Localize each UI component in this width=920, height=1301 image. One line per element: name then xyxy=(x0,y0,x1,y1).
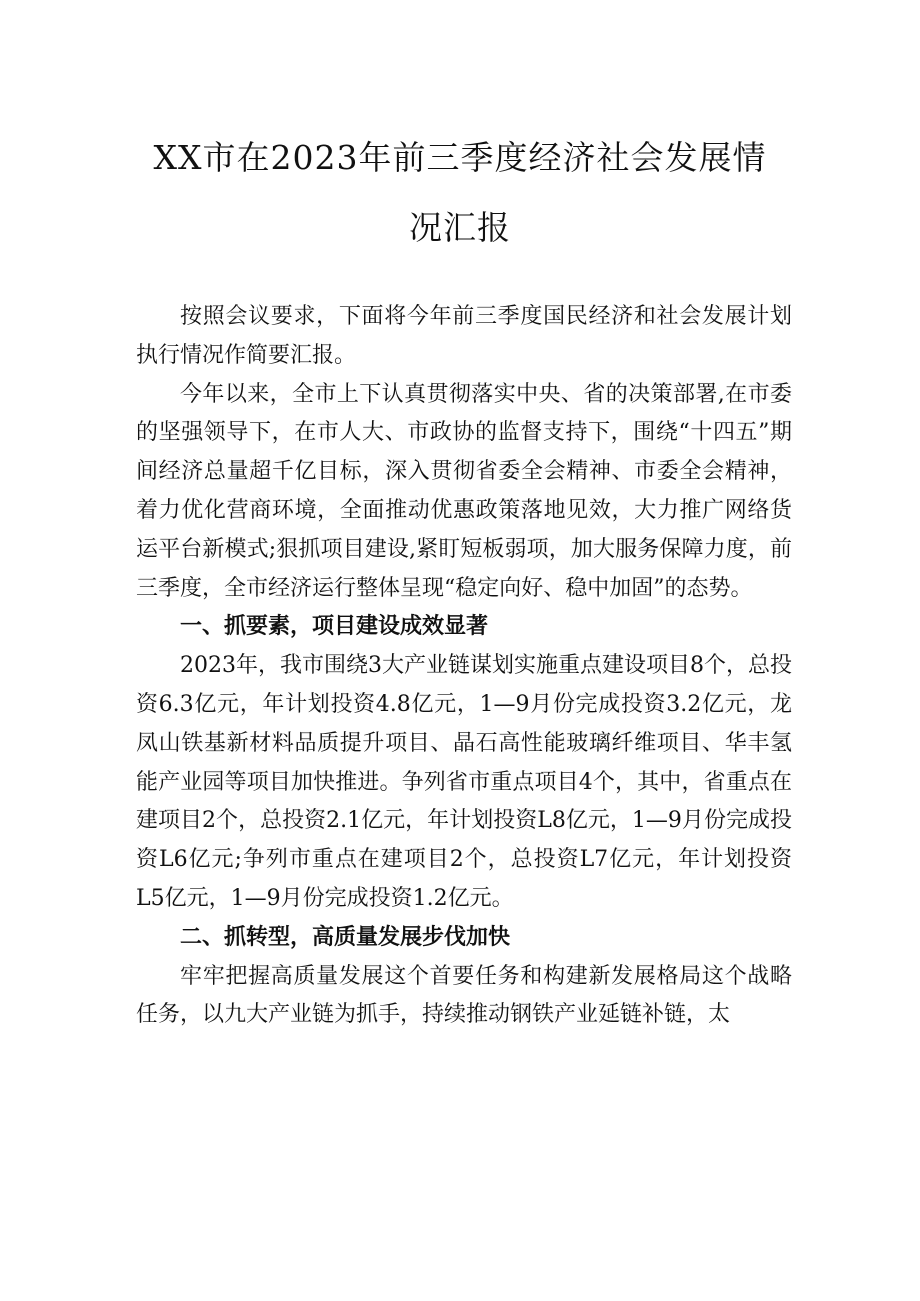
paragraph-projects: 2023年，我市围绕3大产业链谋划实施重点建设项目8个，总投资6.3亿元，年计划投资4.8亿元，1—9月份完成投资3.2亿元，龙凤山铁基新材料品质提升项目、晶石高性能玻璃纤维项目、华丰氢能产业园等项目加快推进。争列省市重点项目4个，其中，省重点在建项目2个，总投资2.1亿元，年计划投资L8亿元，1—9月份完成投资L6亿元;争列市重点在建项目2个，总投资L7亿元，年计划投资L5亿元，1—9月份完成投资1.2亿元。 xyxy=(136,653,792,911)
section-heading-2: 二、抓转型，高质量发展步伐加快 xyxy=(180,924,511,950)
paragraph-overview: 今年以来，全市上下认真贯彻落实中央、省的决策部署,在市委的坚强领导下，在市人大、市政协的监督支持下，围绕“十四五”期间经济总量超千亿目标，深入贯彻省委全会精神、市委全会精神，着力优化营商环境，全面推动优惠政策落地见效，大力推广网络货运平台新模式;狠抓项目建设,紧盯短板弱项，加大服务保障力度，前三季度，全市经济运行整体呈现“稳定向好、稳中加固”的态势。 xyxy=(136,381,792,601)
document-body xyxy=(136,298,792,1035)
section-heading-1: 一、抓要素，项目建设成效显著 xyxy=(180,614,489,640)
paragraph-intro: 按照会议要求，下面将今年前三季度国民经济和社会发展计划执行情况作简要汇报。 xyxy=(136,304,792,368)
document-title-line2: 况汇报 xyxy=(409,208,511,247)
paragraph-transformation: 牢牢把握高质量发展这个首要任务和构建新发展格局这个战略任务，以九大产业链为抓手，持续推动钢铁产业延链补链，太 xyxy=(136,963,792,1028)
document-title-line1: XX市在2023年前三季度经济社会发展情 xyxy=(153,138,767,177)
